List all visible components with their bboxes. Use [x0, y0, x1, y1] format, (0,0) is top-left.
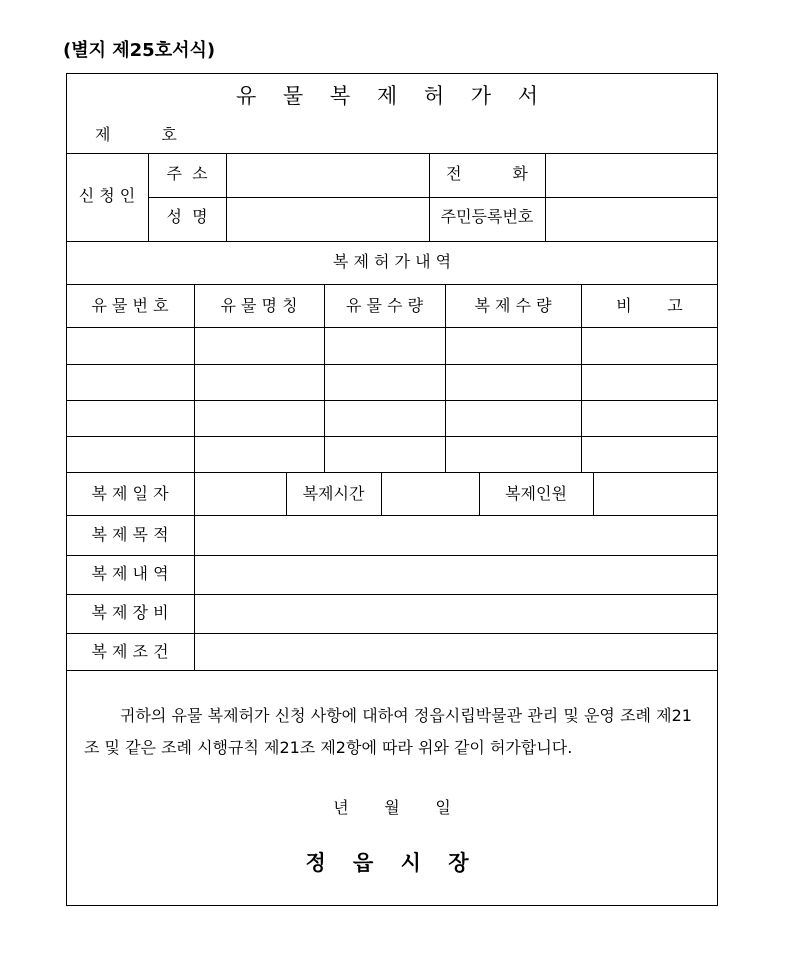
divider: [66, 472, 718, 473]
form-label: (별지 제25호서식): [63, 40, 216, 61]
divider: [226, 153, 227, 241]
column-header: 비 고: [616, 296, 683, 315]
column-header: 유 물 수 량: [345, 296, 424, 315]
divider: [66, 633, 718, 634]
column-header: 복 제 수 량: [474, 296, 552, 315]
divider: [66, 241, 718, 242]
column-header: 유 물 명 칭: [220, 296, 298, 315]
divider: [545, 153, 546, 241]
divider: [148, 197, 718, 198]
column-header: 유 물 번 호: [91, 296, 169, 315]
divider: [66, 284, 718, 285]
divider: [66, 364, 718, 365]
purpose-label: 복 제 목 적: [91, 525, 169, 544]
details-label: 복 제 내 역: [91, 564, 169, 583]
divider: [66, 327, 718, 328]
resident-number-label: 주민등록번호: [440, 207, 534, 226]
permit-statement: 귀하의 유물 복제허가 신청 사항에 대하여 정읍시립박물관 관리 및 운영 조례 제21조 및 같은 조례 시행규칙 제21조 제2항에 따라 위와 같이 허가합니다.: [84, 706, 692, 757]
divider: [66, 555, 718, 556]
divider: [66, 153, 718, 154]
number-label: 제 호: [95, 125, 177, 144]
phone-label: 전 화: [446, 164, 528, 183]
divider: [66, 436, 718, 437]
divider: [66, 594, 718, 595]
date-line: 년 월 일: [333, 798, 451, 817]
applicant-label: 신 청 인: [78, 186, 136, 205]
address-label: 주 소: [166, 164, 208, 183]
name-label: 성 명: [166, 207, 208, 226]
equipment-label: 복 제 장 비: [91, 603, 169, 622]
form-title: 유 물 복 제 허 가 서: [235, 84, 549, 108]
conditions-label: 복 제 조 건: [91, 642, 169, 661]
issuer: 정 읍 시 장: [305, 851, 479, 875]
date-label: 복 제 일 자: [91, 484, 169, 503]
divider: [593, 472, 594, 515]
section-title: 복 제 허 가 내 역: [332, 252, 452, 271]
divider: [66, 400, 718, 401]
divider: [381, 472, 382, 515]
people-label: 복제인원: [505, 484, 567, 503]
time-label: 복제시간: [302, 484, 365, 503]
divider: [66, 670, 718, 671]
divider: [194, 472, 195, 670]
divider: [66, 515, 718, 516]
